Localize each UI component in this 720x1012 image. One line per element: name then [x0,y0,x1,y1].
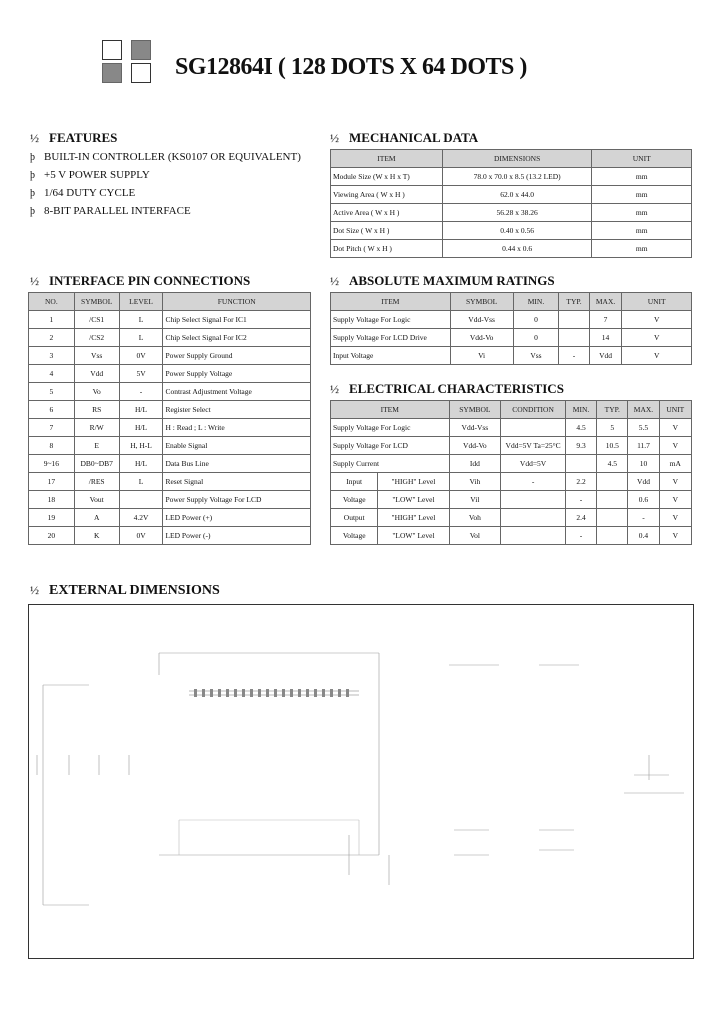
logo-square-tr [131,40,151,60]
table-row: Output "HIGH" Level Voh 2.4 - V [331,509,692,527]
table-row: Supply Voltage For Logic Vdd-Vss 4.5 5 5.5 V [331,419,692,437]
page-title: SG12864I ( 128 DOTS X 64 DOTS ) [175,54,527,80]
table-row: 3 Vss 0V Power Supply Ground [29,347,311,365]
mechanical-heading: ½ MECHANICAL DATA [330,130,479,145]
table-row: 2 /CS2 L Chip Select Signal For IC2 [29,329,311,347]
table-row: Dot Size ( W x H ) 0.40 x 0.56 mm [331,222,692,240]
interface-table [28,292,311,545]
table-header-row: ITEM DIMENSIONS UNIT [331,150,692,168]
table-row: Voltage "LOW" Level Vol - 0.4 V [331,527,692,545]
mechanical-table [330,149,692,258]
absolute-heading: ½ ABSOLUTE MAXIMUM RATINGS [330,273,555,288]
electrical-heading: ½ ELECTRICAL CHARACTERISTICS [330,381,564,396]
table-row: 7 R/W H/L H : Read ; L : Write [29,419,311,437]
logo-square-bl [102,63,122,83]
feature-item: þ 8-BIT PARALLEL INTERFACE [30,205,191,217]
dimension-drawing-svg [29,605,693,958]
feature-item: þ +5 V POWER SUPPLY [30,169,150,181]
table-row: Voltage "LOW" Level Vil - 0.6 V [331,491,692,509]
external-heading: ½ EXTERNAL DIMENSIONS [30,583,220,598]
table-row: Module Size (W x H x T) 78.0 x 70.0 x 8.5 (13.2 LED) mm [331,168,692,186]
table-row: Supply Voltage For LCD Drive Vdd-Vo 0 14 V [331,329,692,347]
table-row: 19 A 4.2V LED Power (+) [29,509,311,527]
table-row: 18 Vout Power Supply Voltage For LCD [29,491,311,509]
table-row: 20 K 0V LED Power (-) [29,527,311,545]
electrical-table [330,400,692,545]
logo-square-br [131,63,151,83]
table-row: 1 /CS1 L Chip Select Signal For IC1 [29,311,311,329]
table-row: 9~16 DB0~DB7 H/L Data Bus Line [29,455,311,473]
table-row: Supply Voltage For Logic Vdd-Vss 0 7 V [331,311,692,329]
table-row: Supply Current Idd Vdd=5V 4.5 10 mA [331,455,692,473]
table-row: Viewing Area ( W x H ) 62.0 x 44.0 mm [331,186,692,204]
table-row: Dot Pitch ( W x H ) 0.44 x 0.6 mm [331,240,692,258]
table-row: Supply Voltage For LCD Vdd-Vo Vdd=5V Ta=25°C 9.3 10.5 11.7 V [331,437,692,455]
table-row: 8 E H, H-L Enable Signal [29,437,311,455]
table-row: Input Voltage Vi Vss - Vdd V [331,347,692,365]
external-dimensions-drawing [28,604,694,959]
table-row: 4 Vdd 5V Power Supply Voltage [29,365,311,383]
table-row: 17 /RES L Reset Signal [29,473,311,491]
table-header-row: ITEM SYMBOL CONDITION MIN. TYP. MAX. UNIT [331,401,692,419]
table-row: Input "HIGH" Level Vih - 2.2 Vdd V [331,473,692,491]
table-row: 5 Vo - Contrast Adjustment Voltage [29,383,311,401]
table-header-row: NO. SYMBOL LEVEL FUNCTION [29,293,311,311]
feature-item: þ BUILT-IN CONTROLLER (KS0107 OR EQUIVALENT) [30,151,301,163]
logo-square-tl [102,40,122,60]
interface-heading: ½ INTERFACE PIN CONNECTIONS [30,273,251,288]
table-row: 6 RS H/L Register Select [29,401,311,419]
table-row: Active Area ( W x H ) 56.28 x 38.26 mm [331,204,692,222]
table-header-row: ITEM SYMBOL MIN. TYP. MAX. UNIT [331,293,692,311]
features-heading: ½ FEATURES [30,130,118,145]
absolute-table [330,292,692,365]
feature-item: þ 1/64 DUTY CYCLE [30,187,136,199]
